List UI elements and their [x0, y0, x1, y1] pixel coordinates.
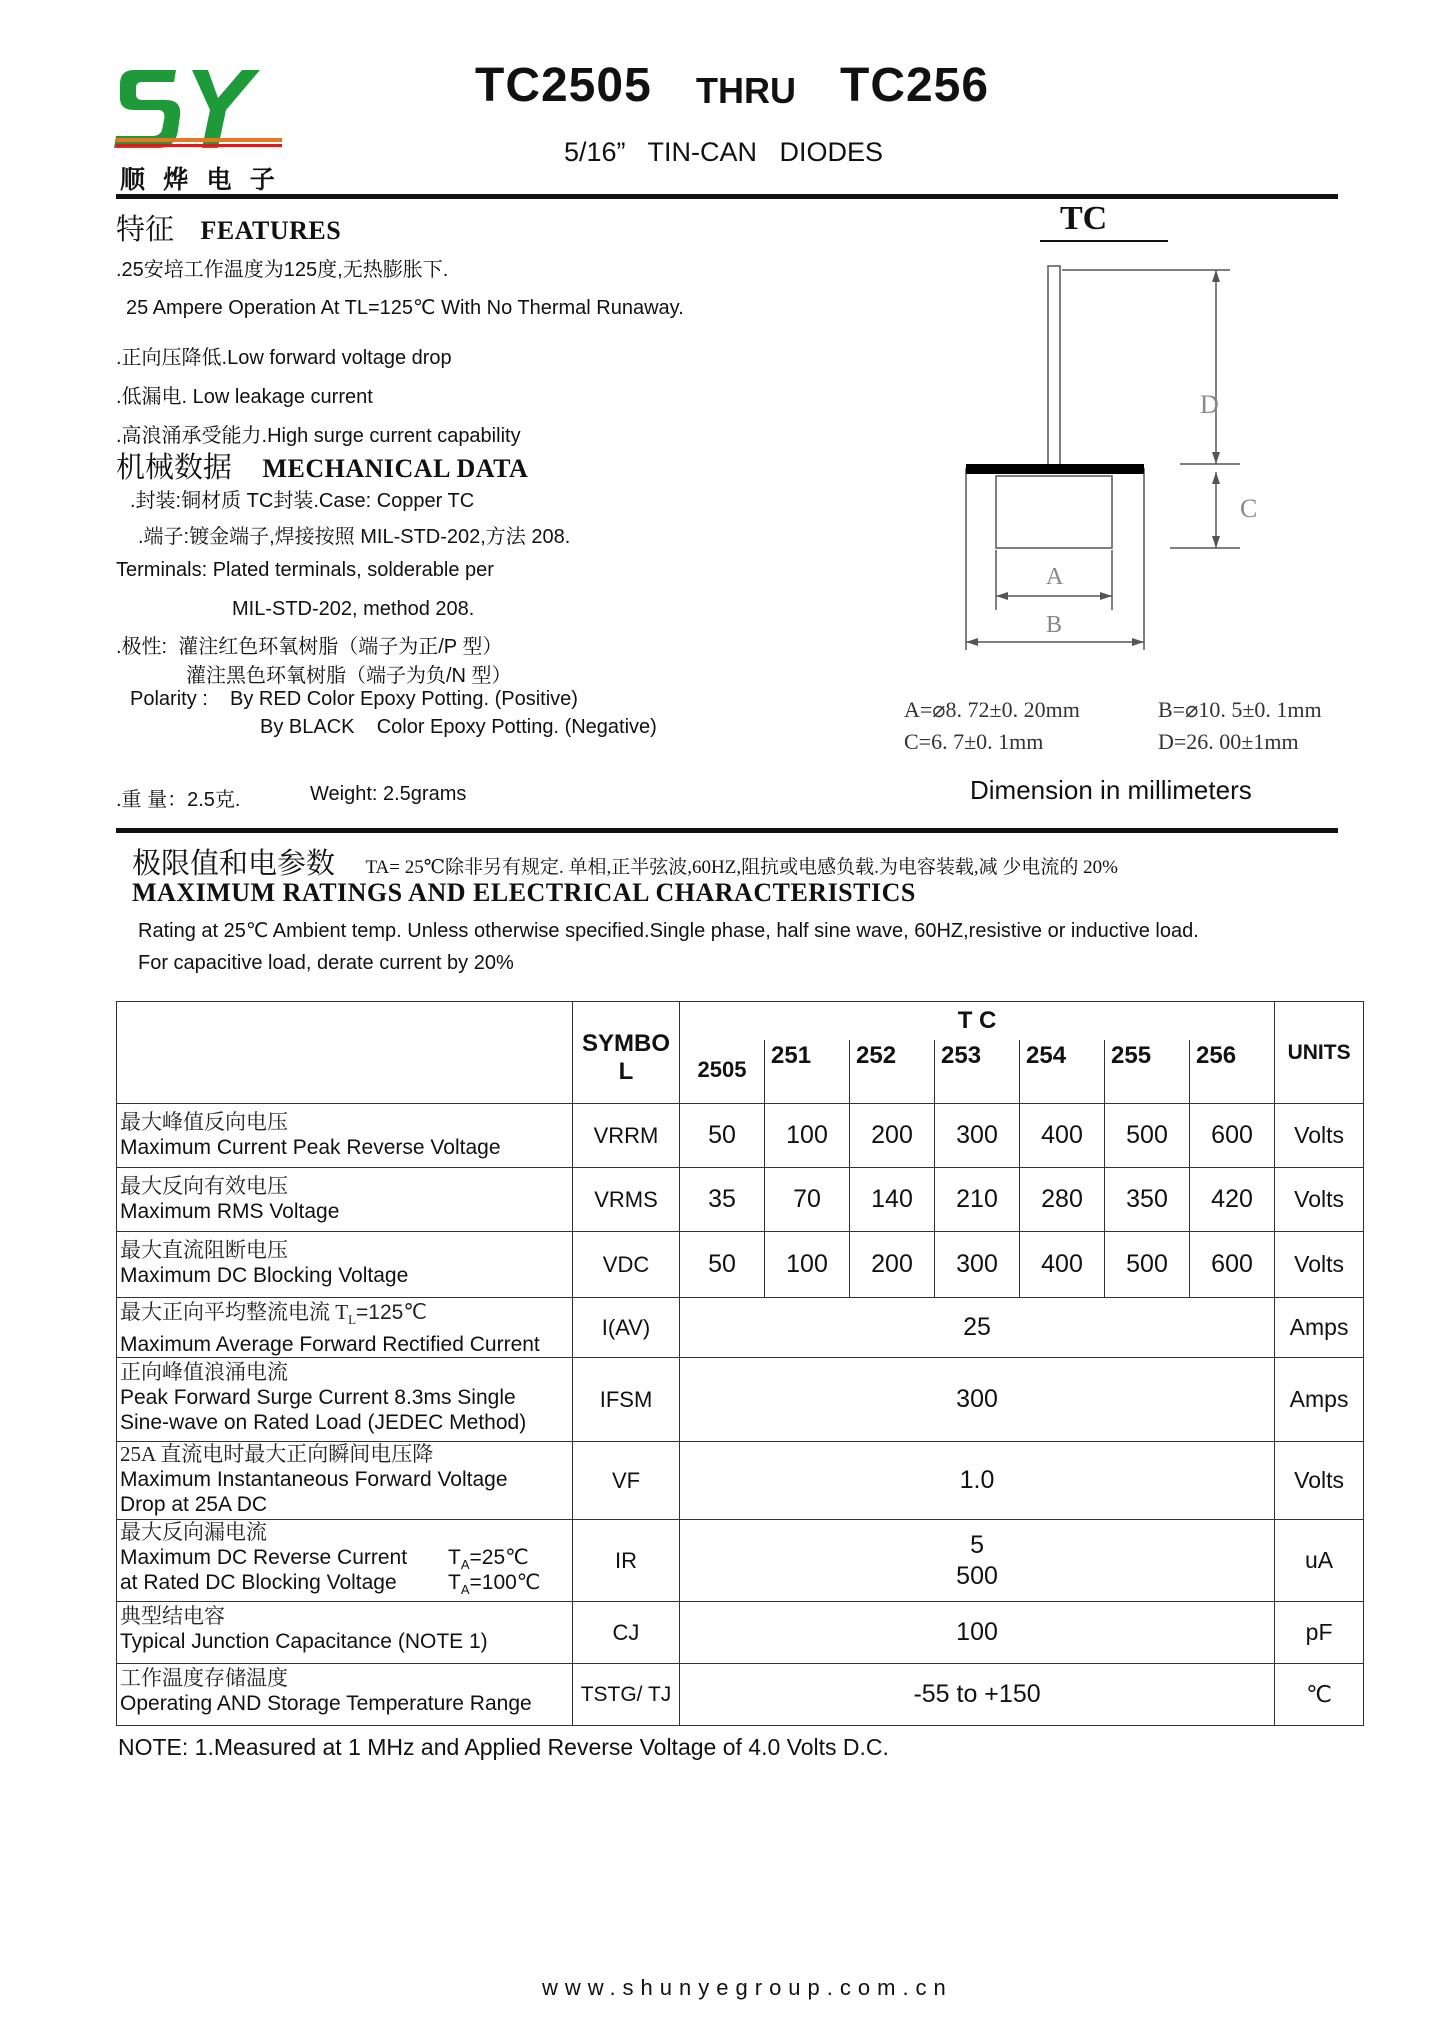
table-row: [117, 1664, 1364, 1726]
param-en-line2: Drop at 25A DC: [120, 1493, 268, 1517]
param-value: 35: [680, 1168, 765, 1232]
condition-value: =100℃: [469, 1571, 541, 1595]
mechanical-heading: [116, 445, 528, 486]
param-symbol: VF: [573, 1442, 680, 1520]
param-en-line1: Peak Forward Surge Current 8.3ms Single: [120, 1386, 516, 1410]
header-description-cell: [117, 1002, 573, 1104]
mechanical-line: Polarity : By RED Color Epoxy Potting. (Positive): [130, 688, 578, 710]
param-value: 50: [680, 1232, 765, 1298]
param-value: 25: [680, 1298, 1275, 1358]
param-en-text: at Rated DC Blocking Voltage: [120, 1571, 397, 1595]
mechanical-line: MIL-STD-202, method 208.: [232, 598, 475, 620]
param-value: 350: [1105, 1168, 1190, 1232]
dim-d-value: D=26. 00±1mm: [1158, 729, 1299, 754]
part-number: 254: [1020, 1040, 1105, 1104]
table-row: [117, 1520, 1364, 1602]
dim-a-value: A=⌀8. 72±0. 20mm: [904, 697, 1080, 722]
header-symbol-label: SYMBO L: [581, 1029, 670, 1085]
part-number: 256: [1190, 1040, 1275, 1104]
mechanical-line: .封装:铜材质 TC封装.Case: Copper TC: [130, 490, 475, 512]
param-description: [117, 1104, 573, 1168]
param-cn: 典型结电容: [120, 1604, 225, 1629]
param-value: 1.0: [680, 1442, 1275, 1520]
param-cn: 正向峰值浪涌电流: [120, 1360, 288, 1385]
package-label: TC: [1060, 200, 1108, 237]
table-row: [117, 1168, 1364, 1232]
param-description: [117, 1168, 573, 1232]
param-value: 400: [1020, 1104, 1105, 1168]
part-number: 255: [1105, 1040, 1190, 1104]
param-symbol: CJ: [573, 1602, 680, 1664]
company-cn-name: 顺 烨 电 子: [120, 167, 281, 194]
dim-letter-d: D: [1200, 390, 1219, 419]
param-en-line1: [120, 1545, 572, 1573]
param-value: 300: [935, 1104, 1020, 1168]
mechanical-line: Terminals: Plated terminals, solderable per: [116, 559, 494, 581]
feature-item: .低漏电. Low leakage current: [116, 386, 373, 408]
website-link[interactable]: www.shunyegroup.com.cn: [542, 1975, 953, 2000]
features-heading: [116, 207, 341, 248]
mechanical-line: 灌注黑色环氧树脂（端子为负/N 型）: [186, 665, 512, 687]
header-group-tc: T C: [680, 1002, 1275, 1040]
mechanical-line: .端子:镀金端子,焊接按照 MIL-STD-202,方法 208.: [138, 526, 571, 548]
title-part-start: TC2505: [475, 59, 652, 112]
dim-letter-c: C: [1240, 494, 1258, 523]
dim-c-value: C=6. 7±0. 1mm: [904, 729, 1044, 754]
param-symbol: IR: [573, 1520, 680, 1602]
ratings-note-en-2: For capacitive load, derate current by 20%: [138, 952, 514, 974]
header-symbol: [573, 1002, 680, 1104]
param-value: 100: [765, 1232, 850, 1298]
ratings-heading-line: [132, 841, 1118, 882]
param-value: 500: [1105, 1104, 1190, 1168]
dim-letter-a: A: [1046, 564, 1064, 590]
param-unit: Amps: [1275, 1358, 1364, 1442]
table-row: [117, 1298, 1364, 1358]
param-description: [117, 1442, 573, 1520]
param-cn: 25A 直流电时最大正向瞬间电压降: [120, 1442, 434, 1467]
param-unit: Volts: [1275, 1168, 1364, 1232]
param-en: Maximum RMS Voltage: [120, 1200, 340, 1223]
feature-item: 25 Ampere Operation At TL=125℃ With No Thermal Runaway.: [126, 297, 684, 319]
param-value: 420: [1190, 1168, 1275, 1232]
param-en-text: Maximum DC Reverse Current: [120, 1546, 408, 1570]
param-symbol: VRMS: [573, 1168, 680, 1232]
param-value: 100: [680, 1602, 1275, 1664]
part-number: 2505: [680, 1040, 765, 1104]
param-symbol: VRRM: [573, 1104, 680, 1168]
param-unit: pF: [1275, 1602, 1364, 1664]
param-value: 140: [850, 1168, 935, 1232]
param-value: 600: [1190, 1104, 1275, 1168]
package-outline-drawing: [950, 250, 1290, 660]
mechanical-heading-en: MECHANICAL DATA: [262, 454, 529, 483]
table-row: [117, 1232, 1364, 1298]
param-unit: Volts: [1275, 1232, 1364, 1298]
param-cn-tail: =125℃: [356, 1301, 427, 1324]
param-description: [117, 1232, 573, 1298]
ratings-note-en-1: Rating at 25℃ Ambient temp. Unless otherwise specified.Single phase, half sine wave, 60HZ,resistive or inductive load.: [138, 920, 1199, 942]
param-value-25c: 5: [970, 1530, 984, 1559]
param-unit: ℃: [1275, 1664, 1364, 1726]
param-cn-sub: L: [348, 1312, 357, 1328]
table-row: [117, 1442, 1364, 1520]
param-value: [680, 1520, 1275, 1602]
table-row: [117, 1104, 1364, 1168]
param-cn: 最大峰值反向电压: [120, 1110, 288, 1134]
header-units: UNITS: [1275, 1002, 1364, 1104]
param-value: 600: [1190, 1232, 1275, 1298]
param-value: 500: [1105, 1232, 1190, 1298]
param-symbol: TSTG/ TJ: [573, 1664, 680, 1726]
param-symbol: VDC: [573, 1232, 680, 1298]
param-cn: 最大直流阻断电压: [120, 1238, 288, 1262]
mechanical-heading-cn: 机械数据: [116, 452, 233, 484]
param-value: 50: [680, 1104, 765, 1168]
ta-symbol: T: [448, 1571, 461, 1595]
param-unit: uA: [1275, 1520, 1364, 1602]
param-en-line2: Sine-wave on Rated Load (JEDEC Method): [120, 1411, 527, 1435]
ta-symbol: T: [448, 1546, 461, 1570]
ratings-note-cn: TA= 25℃除非另有规定. 单相,正半弦波,60HZ,阻抗或电感负载.为电容装载,减 少电流的 20%: [365, 857, 1118, 878]
param-value: 210: [935, 1168, 1020, 1232]
param-description: [117, 1358, 573, 1442]
mechanical-line: .极性: 灌注红色环氧树脂（端子为正/P 型）: [116, 636, 503, 658]
dim-letter-b: B: [1046, 612, 1063, 638]
param-value-100c: 500: [956, 1561, 998, 1590]
table-header-row: [117, 1002, 1364, 1040]
part-number: 252: [850, 1040, 935, 1104]
param-description: [117, 1602, 573, 1664]
part-number: 251: [765, 1040, 850, 1104]
features-heading-cn: 特征: [116, 214, 175, 246]
param-cn: 最大反向漏电流: [120, 1520, 267, 1545]
param-value: 300: [680, 1358, 1275, 1442]
param-description: [117, 1298, 573, 1358]
dim-b-value: B=⌀10. 5±0. 1mm: [1158, 697, 1322, 722]
param-value: 300: [935, 1232, 1020, 1298]
param-cn: 工作温度存储温度: [120, 1666, 288, 1691]
param-description: [117, 1664, 573, 1726]
title-thru: THRU: [696, 70, 796, 111]
ta-subscript: A: [460, 1582, 470, 1598]
param-en: Maximum DC Blocking Voltage: [120, 1264, 409, 1287]
param-cn: [120, 1300, 572, 1332]
section-rule: [116, 828, 1338, 833]
param-value: -55 to +150: [680, 1664, 1275, 1726]
param-value: 100: [765, 1104, 850, 1168]
part-number: 253: [935, 1040, 1020, 1104]
param-en-line1: Maximum Instantaneous Forward Voltage: [120, 1468, 508, 1492]
feature-item: .高浪涌承受能力.High surge current capability: [116, 425, 521, 447]
param-en: Typical Junction Capacitance (NOTE 1): [120, 1630, 488, 1654]
param-value: 200: [850, 1232, 935, 1298]
table-row: [117, 1602, 1364, 1664]
package-label-underline: [1040, 240, 1168, 242]
weight-en: Weight: 2.5grams: [310, 783, 467, 805]
param-en: Maximum Average Forward Rectified Current: [120, 1333, 540, 1357]
ratings-table: [116, 1001, 1364, 1726]
mechanical-line: By BLACK Color Epoxy Potting. (Negative): [260, 716, 657, 738]
param-value: 280: [1020, 1168, 1105, 1232]
param-description: [117, 1520, 573, 1602]
param-value: 70: [765, 1168, 850, 1232]
param-unit: Volts: [1275, 1442, 1364, 1520]
param-en-line2: [120, 1570, 572, 1598]
param-en: Operating AND Storage Temperature Range: [120, 1692, 532, 1716]
param-symbol: I(AV): [573, 1298, 680, 1358]
ta-subscript: A: [460, 1557, 470, 1573]
param-value: 200: [850, 1104, 935, 1168]
param-unit: Volts: [1275, 1104, 1364, 1168]
table-row: [117, 1358, 1364, 1442]
subtitle: 5/16” TIN-CAN DIODES: [564, 137, 884, 167]
feature-item: .正向压降低.Low forward voltage drop: [116, 347, 452, 369]
header-rule: [116, 194, 1338, 199]
condition-value: =25℃: [469, 1546, 529, 1570]
ratings-heading-en: MAXIMUM RATINGS AND ELECTRICAL CHARACTERISTICS: [132, 878, 916, 907]
param-symbol: IFSM: [573, 1358, 680, 1442]
param-unit: Amps: [1275, 1298, 1364, 1358]
dimension-unit-note: Dimension in millimeters: [970, 775, 1252, 805]
param-cn: 最大反向有效电压: [120, 1174, 288, 1198]
title-part-end: TC256: [840, 59, 990, 112]
feature-item: .25安培工作温度为125度,无热膨胀下.: [116, 259, 449, 281]
param-condition: [448, 1570, 540, 1602]
param-en: Maximum Current Peak Reverse Voltage: [120, 1136, 501, 1159]
param-cn-text: 最大正向平均整流电流 T: [120, 1300, 349, 1324]
company-logo: [114, 64, 284, 194]
footnote: NOTE: 1.Measured at 1 MHz and Applied Reverse Voltage of 4.0 Volts D.C.: [118, 1734, 889, 1760]
features-heading-en: FEATURES: [200, 216, 342, 245]
param-value: 400: [1020, 1232, 1105, 1298]
sy-logo-graphic: [114, 64, 284, 156]
ratings-heading-cn: 极限值和电参数: [132, 848, 336, 880]
weight-cn: .重 量：2.5克.: [116, 789, 241, 811]
